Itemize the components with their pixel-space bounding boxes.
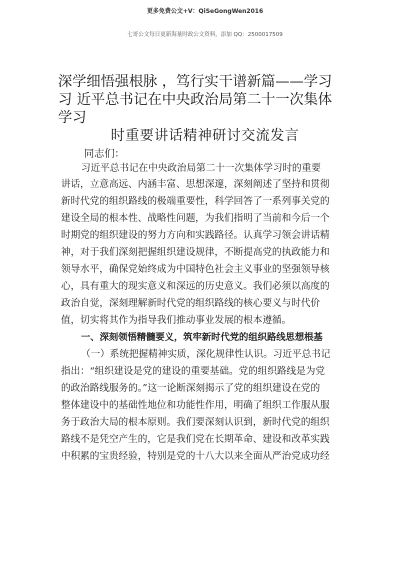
body-line: 时期党的组织建设的努力方向和实践路径。认真学习领会讲话精 bbox=[61, 230, 330, 241]
body-line: 新时代党的组织路线的极端重要性，科学回答了一系列事关党的 bbox=[61, 196, 330, 207]
body-line: 指出：“组织建设是党的建设的重要基础。党的组织路线是为党 bbox=[61, 366, 325, 377]
body-line: 习近平总书记在中央政治局第二十一次集体学习时的重要 bbox=[81, 163, 321, 174]
body-line: 神，对于我们深刻把握组织建设规律，不断提高党的执政能力和 bbox=[61, 247, 330, 258]
body-line: 心，具有重大的现实意义和深远的历史意义。我们必须以高度的 bbox=[61, 281, 330, 292]
body-line: 建设全局的根本性、战略性问题，为我们指明了当前和今后一个 bbox=[61, 213, 330, 224]
body-line: 中积累的宝贵经验，特别是党的十八大以来全面从严治党成功经 bbox=[61, 451, 330, 462]
document-subtitle: 时重要讲话精神研讨交流发言 bbox=[110, 128, 300, 144]
header-notice: 七哥公文每日更新海量时政公文资料，添加 QQ：2500017509 bbox=[127, 32, 283, 38]
body-line: （一）系统把握精神实质，深化规律性认识。习近平总书记 bbox=[81, 349, 331, 360]
body-line: 值，切实将其作为指导我们推动事业发展的根本遵循。 bbox=[61, 315, 292, 326]
body-line: 务于政治大局的根本原则。我们要深刻认识到，新时代党的组织 bbox=[61, 417, 330, 428]
body-line: 政治自觉，深刻理解新时代党的组织路线的核心要义与时代价 bbox=[61, 298, 321, 309]
section-heading: 一、深刻领悟精髓要义，筑牢新时代党的组织路线思想根基 bbox=[81, 332, 323, 343]
body-line: 路线不是凭空产生的，它是我们党在长期革命、建设和改革实践 bbox=[61, 434, 330, 445]
title-line: 学习 bbox=[58, 110, 87, 126]
body-line: 整体建设中的基础性地位和功能性作用，明确了组织工作服从服 bbox=[61, 400, 330, 411]
title-line: 习 近平总书记在中央政治局第二十一次集体 bbox=[58, 92, 333, 108]
salutation: 同志们： bbox=[84, 149, 125, 160]
body-line: 领导水平，确保党始终成为中国特色社会主义事业的坚强领导核 bbox=[61, 264, 330, 275]
document-title bbox=[58, 73, 358, 127]
header-promo: 更多免费公文+V：QiSeGongWen2016 bbox=[146, 8, 264, 15]
body-line: 讲话，立意高远、内涵丰富、思想深邃，深刻阐述了坚持和贯彻 bbox=[61, 179, 330, 190]
body-line: 的政治路线服务的。”这一论断深刻揭示了党的组织建设在党的 bbox=[61, 383, 321, 394]
title-line: 深学细悟强根脉 ，笃行实干谱新篇——学习 bbox=[58, 74, 333, 90]
